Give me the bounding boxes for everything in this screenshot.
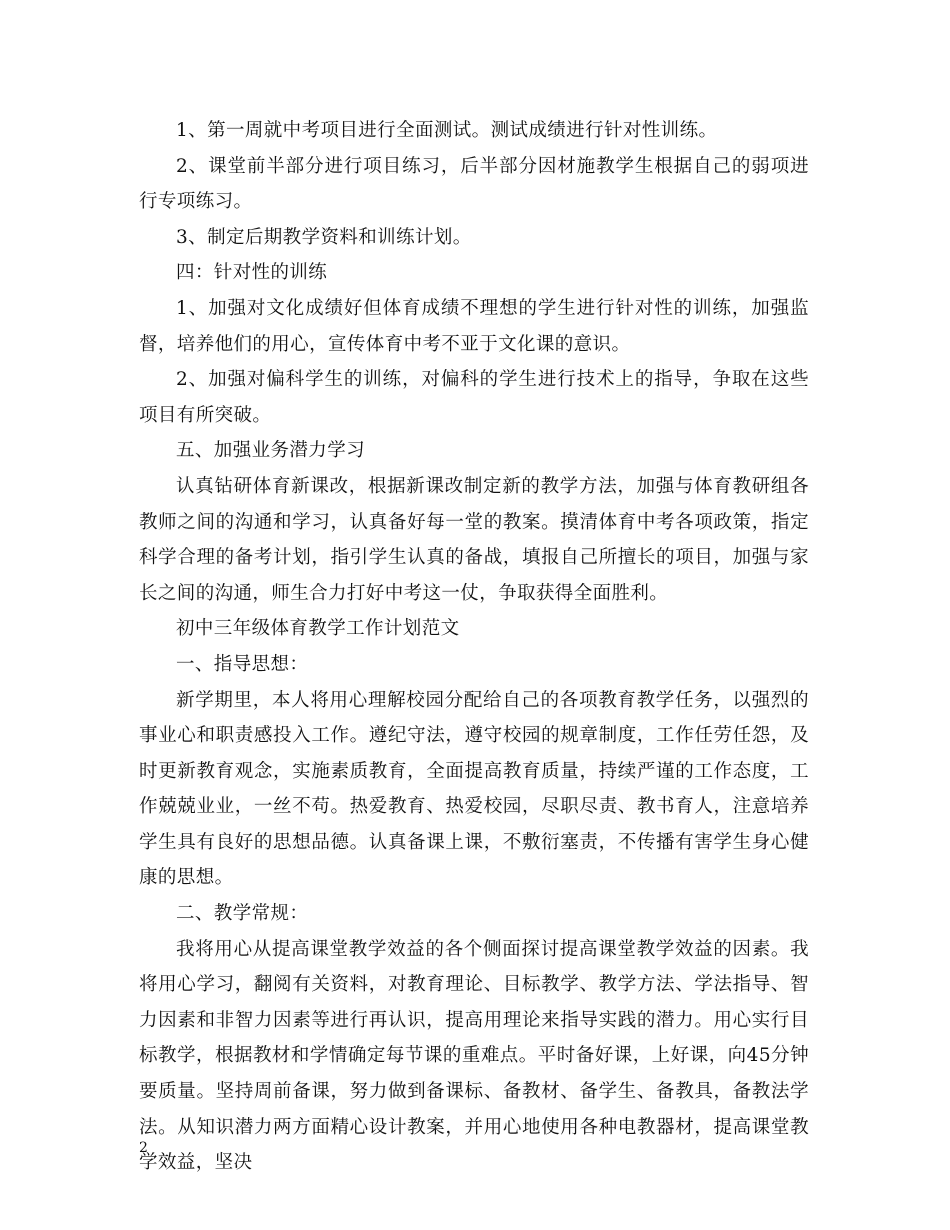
document-body: [139, 113, 809, 1181]
paragraph-2: 2、课堂前半部分进行项目练习，后半部分因材施教学生根据自己的弱项进行专项练习。: [139, 155, 809, 213]
section-heading-teaching-routine: 二、教学常规：: [176, 903, 309, 925]
paragraph-6: 2、加强对偏科学生的训练，对偏科的学生进行技术上的指导，争取在这些项目有所突破。: [139, 369, 809, 426]
section-heading-guiding-thought: 一、指导思想：: [176, 653, 309, 675]
paragraph-11: 新学期里，本人将用心理解校园分配给自己的各项教育教学任务，以强烈的事业心和职责感投入工作。遵纪守法，遵守校园的规章制度，工作任劳任怨，及时更新教育观念，实施素质教育，全面提高教育质量，持续严谨的工作态度，工作兢兢业业，一丝不苟。热爱教育、热爱校园，尽职尽责、教书育人，注意培养学生具有良好的思想品德。认真备课上课，不敷衍塞责，不传播有害学生身心健康的思想。: [139, 689, 809, 889]
paragraph-5: 1、加强对文化成绩好但体育成绩不理想的学生进行针对性的训练，加强监督，培养他们的用心，宣传体育中考不亚于文化课的意识。: [139, 297, 809, 355]
page-number: 2: [139, 1140, 148, 1156]
paragraph-8: 认真钻研体育新课改，根据新课改制定新的教学方法，加强与体育教研组各教师之间的沟通和学习，认真备好每一堂的教案。摸清体育中考各项政策，指定科学合理的备考计划，指引学生认真的备战，填报自己所擅长的项目，加强与家长之间的沟通，师生合力打好中考这一仗，争取获得全面胜利。: [139, 475, 809, 604]
section-heading-4: 四：针对性的训练: [176, 262, 328, 284]
document-subtitle: 初中三年级体育教学工作计划范文: [176, 618, 460, 640]
paragraph-3: 3、制定后期教学资料和训练计划。: [176, 226, 472, 248]
paragraph-1: 1、第一周就中考项目进行全面测试。测试成绩进行针对性训练。: [176, 120, 718, 141]
paragraph-13: 我将用心从提高课堂教学效益的各个侧面探讨提高课堂教学效益的因素。我将用心学习，翻阅有关资料，对教育理论、目标教学、教学方法、学法指导、智力因素和非智力因素等进行再认识，提高用理论来指导实践的潜力。用心实行目标教学，根据教材和学情确定每节课的重难点。平时备好课，上好课，向45分钟要质量。坚持周前备课，努力做到备课标、备教材、备学生、备教具，备教法学法。从知识潜力两方面精心设计教案，并用心地使用各种电教器材，提高课堂教学效益，坚决: [139, 938, 809, 1174]
section-heading-5: 五、加强业务潜力学习: [176, 440, 366, 462]
